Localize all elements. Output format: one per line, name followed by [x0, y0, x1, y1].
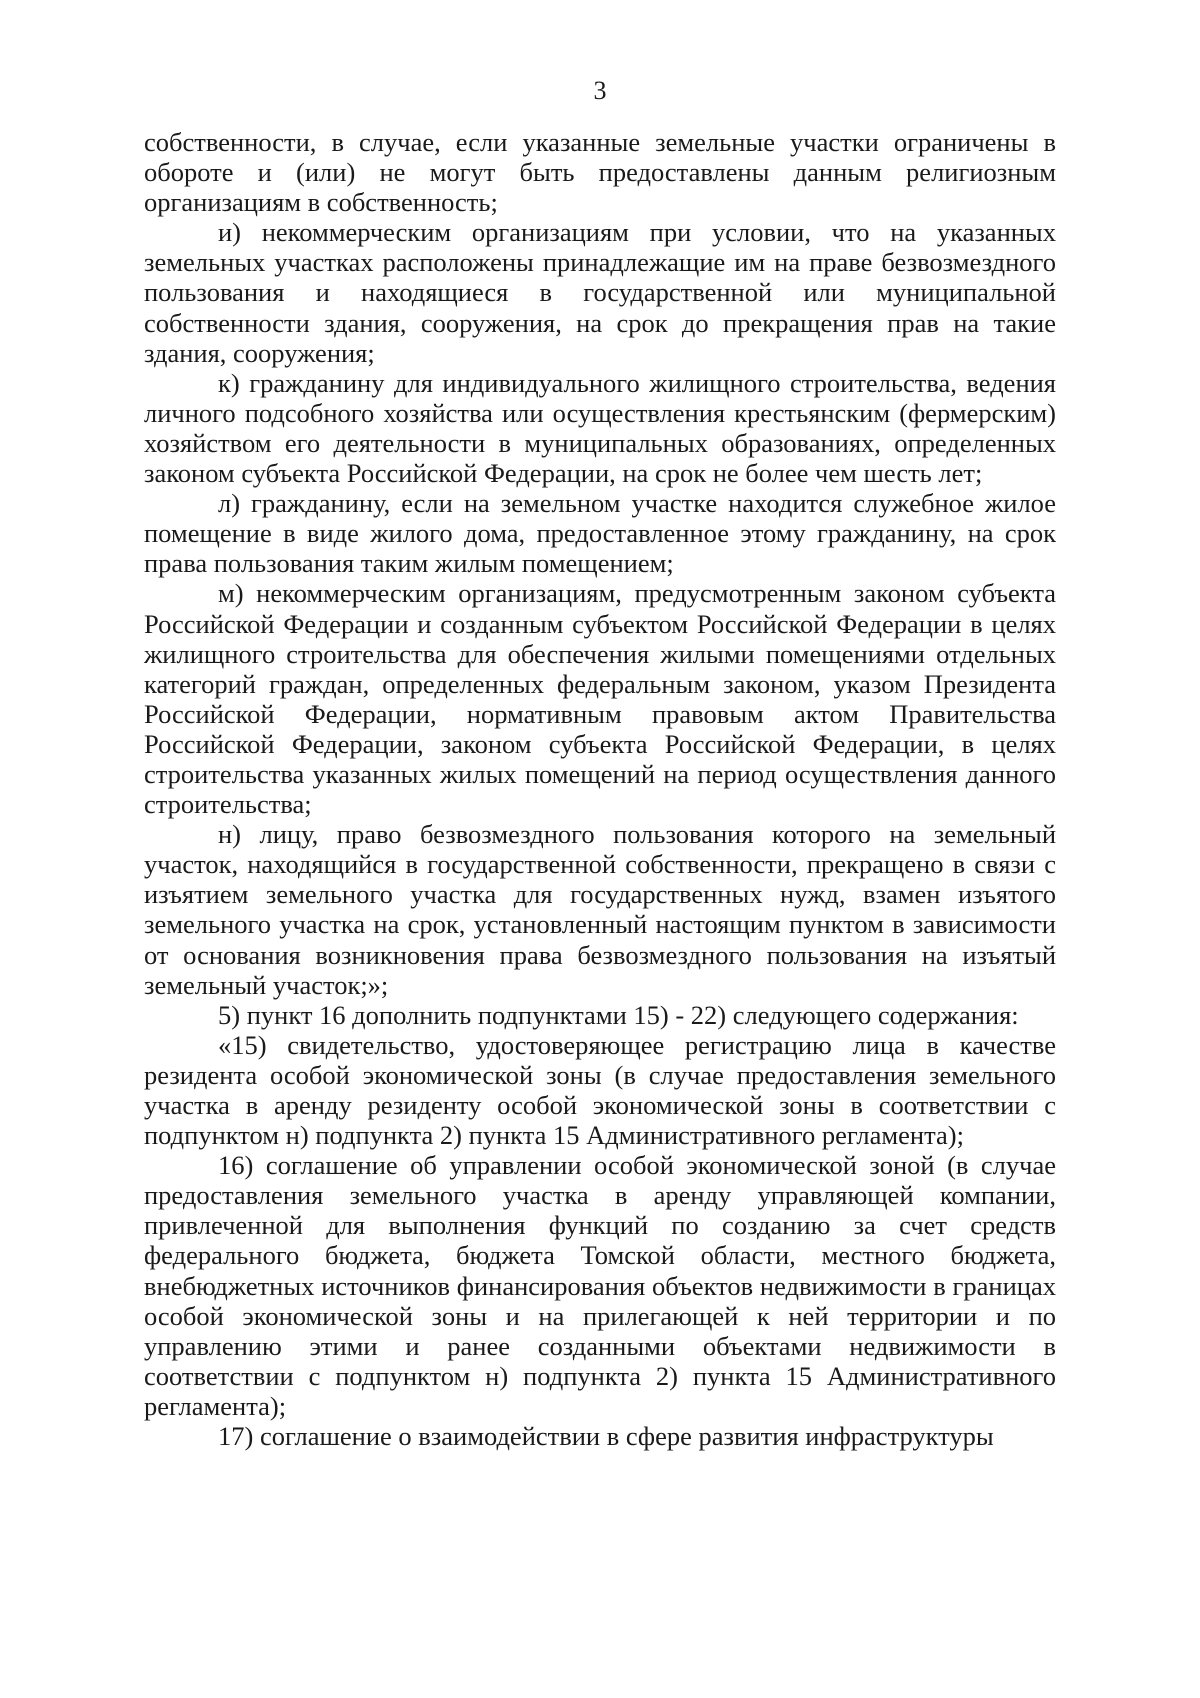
- page-number: 3: [593, 76, 607, 105]
- paragraph-subpoint-16: 16) соглашение об управлении особой экономической зоной (в случае предоставления земельного участка в аренду управляющей компании, привлеченной для выполнения функций по созданию за счет средств федерального бюджета, бюджета Томской области, местного бюджета, внебюджетных источников финансирования объектов недвижимости в границах особой экономической зоны и на прилегающей к ней территории и по управлению этими и ранее созданными объектами недвижимости в соответствии с подпунктом н) подпункта 2) пункта 15 Административного регламента);: [144, 1150, 1056, 1421]
- document-body: [144, 127, 1056, 1451]
- paragraph-continuation: собственности, в случае, если указанные земельные участки ограничены в обороте и (или) не могут быть предоставлены данным религиозным организациям в собственность;: [144, 127, 1056, 218]
- paragraph-item-i: и) некоммерческим организациям при условии, что на указанных земельных участках расположены принадлежащие им на праве безвозмездного пользования и находящиеся в государственной или муниципальной собственности здания, сооружения, на срок до прекращения прав на такие здания, сооружения;: [144, 217, 1056, 368]
- paragraph-item-l: л) гражданину, если на земельном участке находится служебное жилое помещение в виде жилого дома, предоставленное этому гражданину, на срок права пользования таким жилым помещением;: [144, 488, 1056, 579]
- paragraph-item-n: н) лицу, право безвозмездного пользования которого на земельный участок, находящийся в государственной собственности, прекращено в связи с изъятием земельного участка для государственных нужд, взамен изъятого земельного участка на срок, установленный настоящим пунктом в зависимости от основания возникновения права безвозмездного пользования на изъятый земельный участок;»;: [144, 819, 1056, 1000]
- paragraph-point-5: 5) пункт 16 дополнить подпунктами 15) - 22) следующего содержания:: [218, 999, 1019, 1030]
- paragraph-item-m: м) некоммерческим организациям, предусмотренным законом субъекта Российской Федерации и созданным субъектом Российской Федерации в целях жилищного строительства для обеспечения жилыми помещениями отдельных категорий граждан, определенных федеральным законом, указом Президента Российской Федерации, нормативным правовым актом Правительства Российской Федерации, законом субъекта Российской Федерации, в целях строительства указанных жилых помещений на период осуществления данного строительства;: [144, 578, 1056, 820]
- paragraph-item-k: к) гражданину для индивидуального жилищного строительства, ведения личного подсобного хозяйства или осуществления крестьянским (фермерским) хозяйством его деятельности в муниципальных образованиях, определенных законом субъекта Российской Федерации, на срок не более чем шесть лет;: [144, 367, 1056, 489]
- paragraph-subpoint-17: 17) соглашение о взаимодействии в сфере развития инфраструктуры: [218, 1421, 994, 1452]
- paragraph-subpoint-15: «15) свидетельство, удостоверяющее регистрацию лица в качестве резидента особой экономической зоны (в случае предоставления земельного участка в аренду резиденту особой экономической зоны в соответствии с подпунктом н) подпункта 2) пункта 15 Административного регламента);: [144, 1029, 1056, 1151]
